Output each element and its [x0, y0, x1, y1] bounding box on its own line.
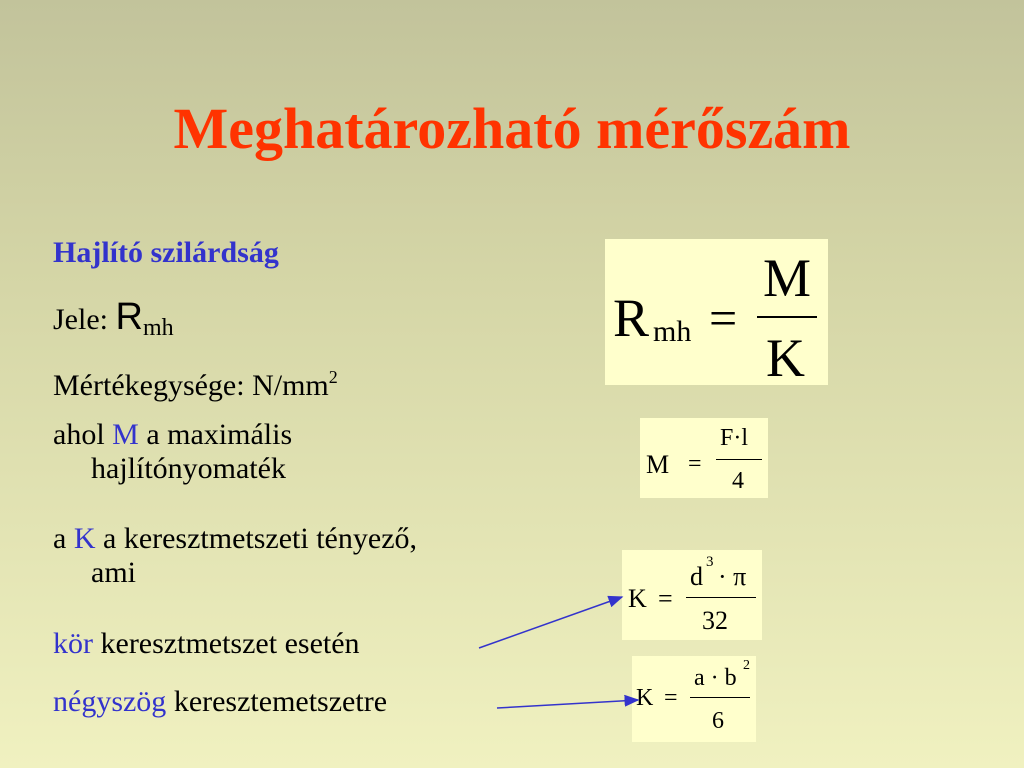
k-post: a keresztmetszeti tényező, — [103, 522, 418, 555]
square-num-base: a · b — [694, 665, 737, 691]
square-arrow — [497, 700, 638, 708]
k-variable: K — [73, 522, 96, 555]
moment-lhs: M — [646, 450, 670, 479]
main-numerator: M — [763, 248, 812, 308]
circle-rest: keresztmetszet esetén — [100, 627, 360, 660]
circle-equals: = — [658, 584, 673, 613]
unit-text: Mértékegysége: N/mm — [53, 369, 329, 402]
symbol-prefix: Jele: — [53, 303, 108, 336]
main-lhs-sub: mh — [653, 315, 692, 348]
slide-title: Meghatározható mérőszám — [173, 96, 851, 161]
square-rest: keresztemetszetre — [173, 685, 388, 718]
m-pre: ahol — [53, 418, 105, 451]
symbol-sub: mh — [142, 315, 174, 341]
section-heading: Hajlító szilárdság — [53, 236, 279, 269]
circle-word: kör — [53, 627, 93, 660]
square-word: négyszög — [53, 685, 167, 718]
moment-equals: = — [688, 451, 702, 477]
circle-num-base: d — [690, 562, 703, 591]
circle-num-rest: · π — [718, 562, 747, 591]
square-denominator: 6 — [712, 708, 724, 734]
circle-denominator: 32 — [702, 606, 728, 635]
square-equals: = — [664, 685, 678, 711]
moment-numerator: F·l — [720, 425, 749, 451]
square-num-exponent: 2 — [743, 658, 750, 673]
main-lhs: R — [613, 288, 650, 348]
main-equals: = — [709, 290, 738, 346]
square-lhs: K — [636, 685, 654, 711]
circle-arrow — [479, 597, 622, 648]
moment-denominator: 4 — [732, 468, 744, 494]
k-pre: a — [53, 522, 67, 555]
k-continuation: ami — [91, 556, 136, 589]
m-post: a maximális — [146, 418, 293, 451]
circle-num-exponent: 3 — [706, 554, 714, 570]
circle-lhs: K — [628, 584, 647, 613]
unit-exponent: 2 — [328, 367, 338, 387]
symbol-main: R — [115, 296, 143, 338]
main-denominator: K — [766, 328, 805, 388]
m-continuation: hajlítónyomaték — [91, 452, 286, 485]
m-variable: M — [112, 418, 139, 451]
